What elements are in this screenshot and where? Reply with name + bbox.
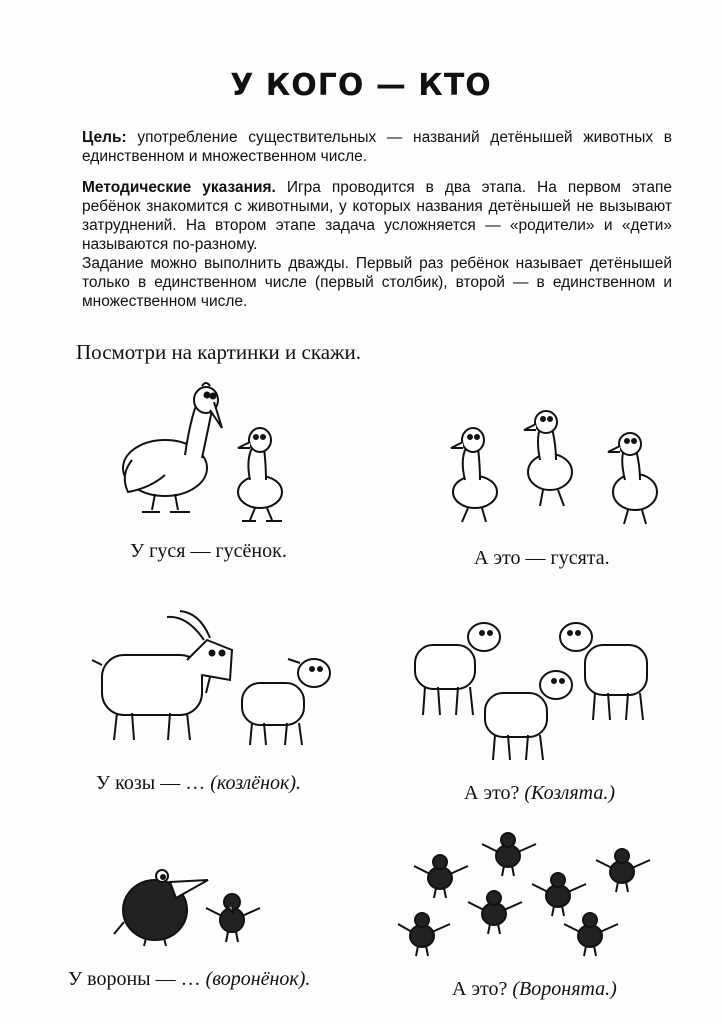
crowling-figure bbox=[482, 833, 536, 876]
goal-paragraph bbox=[82, 128, 672, 166]
caption-row3-right: А это? (Воронята.) bbox=[452, 978, 617, 1000]
kid-figure bbox=[485, 671, 572, 760]
guidelines-paragraph bbox=[82, 178, 672, 254]
instruction: Посмотри на картинки и скажи. bbox=[76, 340, 362, 364]
gosling-figure bbox=[608, 433, 657, 524]
answer-row3-right: (Воронята.) bbox=[512, 978, 617, 1000]
gosling-figure bbox=[238, 428, 282, 521]
kids-illustration bbox=[410, 615, 670, 765]
goat-figure bbox=[92, 611, 232, 740]
guidelines-text: Игра проводится в два этапа. На первом этапе ребёнок знакомится с животными, у которых названия детёнышей не вызывают затруднений. На втором этапе задача усложняется — «родители» и «дети» называются по-разному. bbox=[82, 179, 672, 253]
caption-row1-left: У гуся — гусёнок. bbox=[130, 540, 287, 562]
answer-row2-left: (козлёнок). bbox=[210, 772, 302, 794]
gosling-figure bbox=[524, 411, 572, 506]
caption-row2-right: А это? (Козлята.) bbox=[464, 782, 615, 804]
guidelines-paragraph-2 bbox=[82, 254, 672, 311]
caption-row1-right: А это — гусята. bbox=[474, 547, 610, 569]
goal-label: Цель: bbox=[82, 129, 127, 146]
crowling-figure bbox=[468, 891, 522, 934]
guidelines-label: Методические указания. bbox=[82, 179, 276, 196]
answer-row3-left: (воронёнок). bbox=[205, 968, 311, 990]
crowling-figure bbox=[414, 855, 468, 898]
goslings-illustration bbox=[440, 410, 670, 535]
crow-and-crowling-illustration bbox=[110, 852, 270, 947]
crow-figure bbox=[114, 870, 208, 946]
gosling-figure bbox=[451, 428, 497, 522]
caption-row3-left: У вороны — … (воронёнок). bbox=[68, 968, 311, 990]
kid-figure bbox=[560, 623, 647, 720]
crowling-figure bbox=[206, 894, 260, 942]
answer-row2-right: (Козлята.) bbox=[524, 782, 615, 804]
page-title: У КОГО — КТО bbox=[230, 68, 492, 103]
kid-figure bbox=[242, 659, 330, 745]
crowling-figure bbox=[596, 849, 650, 892]
goal-text: употребление существительных — названий детёнышей животных в единственном и множественном числе. bbox=[82, 129, 672, 165]
crowling-figure bbox=[564, 913, 618, 956]
goose-and-gosling-illustration bbox=[110, 380, 310, 530]
caption-row2-left: У козы — … (козлёнок). bbox=[96, 772, 302, 794]
goose-figure bbox=[123, 383, 222, 512]
guidelines-text-2: Задание можно выполнить дважды. Первый раз ребёнок называет детёнышей только в единственном числе (первый столбик), второй — в единственном и множественном числе. bbox=[82, 255, 672, 310]
crowling-figure bbox=[398, 913, 450, 956]
crowlings-illustration bbox=[400, 828, 660, 963]
crowling-figure bbox=[532, 873, 586, 916]
goat-and-kid-illustration bbox=[92, 605, 337, 755]
